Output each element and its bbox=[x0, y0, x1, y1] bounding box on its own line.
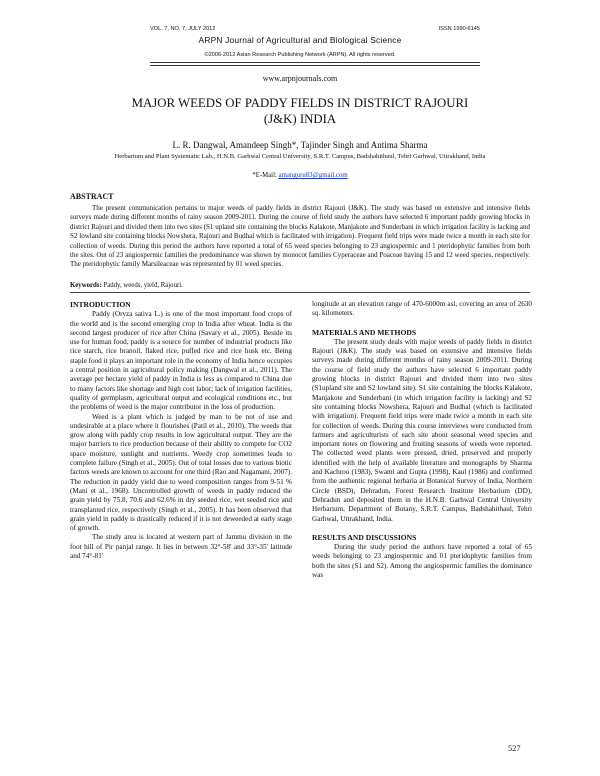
title-line-1: MAJOR WEEDS OF PADDY FIELDS IN DISTRICT RAJOURI bbox=[131, 96, 469, 110]
author-list: L. R. Dangwal, Amandeep Singh*, Tajinder Singh and Antima Sharma bbox=[172, 140, 428, 150]
page-number: 527 bbox=[508, 744, 521, 753]
abstract-heading: ABSTRACT bbox=[70, 192, 114, 201]
left-column bbox=[70, 300, 292, 561]
journal-website[interactable]: www.arpnjournals.com bbox=[262, 74, 338, 83]
abstract-paragraph: The present communication pertains to major weeds of paddy fields in district Rajouri (J&K). The study was based on extensive and intensive fields surveys made during different months of rainy season 2009-2011. During the course of field study the authors have selected 6 important paddy growing blocks in district Rajouri and divided them into two sites (S1 upland site containing the blocks Kalakote, Manjakote and Sunderbani in which irrigation facility is lacking and S2 lowland site containing blocks Nowshera, Rajouri and Budhal which is facilitated with irrigation). Frequent field trips were made twice a month in each site for collection of weeds. During this period the authors have reported a total of 65 weed species belonging to 23 angiospermic and 1 pteridophytic families from both the sites. Out of 23 angiospermic families the predominance was shown by monocot families Cyperaceae and Poaceae having 15 and 12 weed species, respectively. The pteridophytic family Marsileaceae was represented by 01 weed species. bbox=[70, 204, 530, 269]
contact-email bbox=[0, 172, 600, 179]
volume-info: VOL. 7, NO. 7, JULY 2012 bbox=[150, 26, 216, 32]
keywords-rule bbox=[70, 292, 530, 293]
email-link[interactable]: amanguru83@gmail.com bbox=[278, 172, 348, 179]
keywords bbox=[70, 282, 530, 289]
right-column bbox=[312, 300, 532, 580]
methods-heading: MATERIALS AND METHODS bbox=[312, 327, 417, 337]
title-line-2: (J&K) INDIA bbox=[263, 112, 337, 126]
affiliation: Herbarium and Plant Systematic Lab., H.N.B. Garhwal Central University, S.R.T. Campus, Badshahithaul, Tehri Garhwal, Uttrakhand, India bbox=[114, 153, 486, 160]
journal-name: ARPN Journal of Agricultural and Biological Science bbox=[198, 35, 402, 45]
header-rule-top bbox=[150, 62, 480, 63]
introduction-paragraph-3: The study area is located at western part of Jammu division in the foot hill of Pir panjal range. It lies in between 32°-58' and 33°-35' latitude and 74°-81' bbox=[70, 533, 292, 561]
header-rule-bottom bbox=[150, 65, 480, 66]
introduction-continuation: longitude at an elevation range of 470-6000m asl, covering an area of 2630 sq. kilometers. bbox=[312, 300, 532, 318]
introduction-paragraph-1: Paddy (Oryza sativa L.) is one of the most important food crops of the world and is the second emerging crop in India after wheat. India is the second largest producer of rice after China (Savary et al., 2005). Beside its use for human food, paddy is a source for number of industrial products like rice starch, rice branoil, flaked rice, puffed rice and rice husk etc. Being staple food it plays an important role in the economy of India hence occupies a central position in agricultural policy making (Dangwal et al., 2011). The average per hectare yield of paddy in India is less as compared to China due to many factors like shortage and high cost labor; lack of irrigation facilities, quality of germplasm, agricultural output and ecological conditions etc., but the problems of weed is the major contributor in the loss of production. bbox=[70, 310, 292, 412]
keywords-label: Keywords: bbox=[70, 282, 102, 289]
results-heading: RESULTS AND DISCUSSIONS bbox=[312, 532, 417, 542]
abstract-text bbox=[70, 204, 530, 270]
copyright-notice: ©2006-2012 Asian Research Publishing Network (ARPN). All rights reserved. bbox=[204, 52, 396, 58]
email-label: *E-Mail: bbox=[252, 172, 277, 179]
article-title bbox=[90, 95, 510, 127]
keywords-list: Paddy, weeds, yield, Rajouri. bbox=[103, 282, 183, 289]
issn: ISSN 1990-6145 bbox=[438, 26, 480, 32]
results-paragraph: During the study period the authors have reported a total of 65 weeds belonging to 23 angiospermic and 01 pteridophytic families from both the sites (S1 and S2). Among the angiospermic families the dominance was bbox=[312, 543, 532, 580]
introduction-paragraph-2: Weed is a plant which is judged by man to be not of use and undesirable at a place where it flourishes (Patil et al., 2010). The weeds that grow along with paddy crop results in low agricultural output. They are the major barriers to rice production because of their ability to compete for CO2 space moisture, sunlight and nutrients. Weedy crop sometimes leads to complete failure (Singh et al., 2005). Out of total losses due to various biotic factors weeds are known to account for one third (Rao and Nagamani, 2007). The reduction in paddy yield due to weed composition ranges from 9-51 % (Mani et al., 1968). Uncontrolled growth of weeds in paddy reduced the grain yield by 75.8, 70.6 and 62.6% in dry seeded rice, wet seeded rice and transplanted rice, respectively (Singh et al., 2005). It has been observed that grain yield in paddy is drastically reduced if it is not deweeded at early stage of growth. bbox=[70, 412, 292, 533]
methods-paragraph: The present study deals with major weeds of paddy fields in district Rajouri (J&K). The study was based on extensive and intensive fields surveys made during different months of rainy season 2009-2011. During the course of field study the authors have selected 6 important paddy growing blocks in district Rajouri and divided them into two sites (S1upland site and S2 lowland site). S1 site containing the blocks Kalakote, Manjakote and Sunderbani (in which irrigation facility is lacking) and S2 site containing blocks Nowshera, Rajouri and Budhal (which is facilitated with irrigation). Frequent field trips were made twice a month in each site for collection of weeds. During this course interviews were conducted from farmers and agriculturists of each site about seasonal weed species and important notes on flowering and fruiting seasons of weeds were reported. The collected weed plants were pressed, dried, preserved and properly identified with the help of available literature and monographs by Sharma and Kachroo (1983), Swami and Gupta (1998), Kaul (1986) and confirmed from the authentic regional herbaria at Botanical Survey of India, Northern Circle (BSD), Dehradun, Forest Research Institute Herbarium (DD), Dehradun and deposited them in the H.N.B. Garhwal Central University Herbarium, Department of Botany, S.R.T. Campus, Badshahithaul, Tehri Garhwal, Uttrakhand, India. bbox=[312, 337, 532, 523]
introduction-heading: INTRODUCTION bbox=[70, 300, 131, 309]
